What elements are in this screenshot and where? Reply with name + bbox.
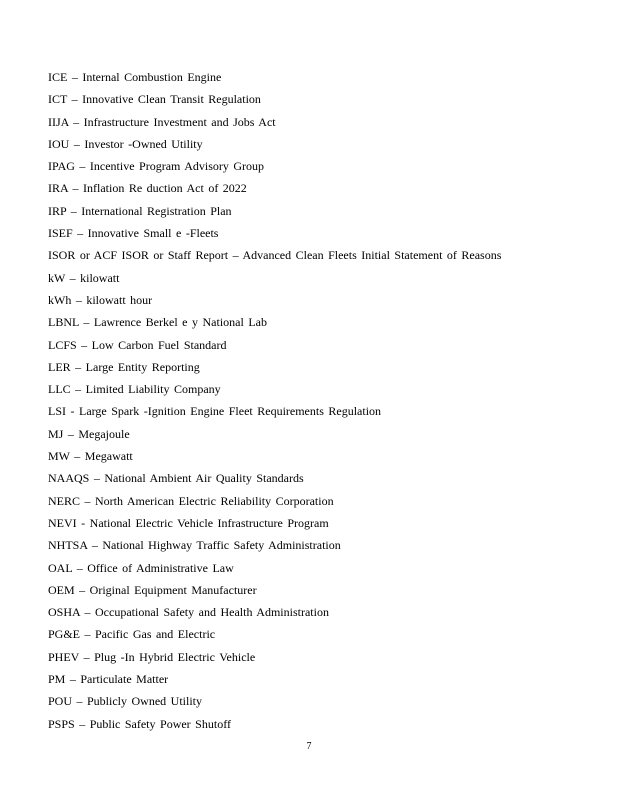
acronym-entry-pm: PM – Particulate Matter	[48, 672, 169, 687]
acronym-entry-lsi: LSI - Large Spark -Ignition Engine Fleet Requirements Regulation	[48, 404, 382, 419]
acronym-entry-llc: LLC – Limited Liability Company	[48, 382, 221, 397]
acronym-entry-kwh: kWh – kilowatt hour	[48, 292, 153, 307]
acronym-entry-nevi: NEVI - National Electric Vehicle Infrastructure Program	[48, 515, 329, 530]
acronym-entry-lcfs: LCFS – Low Carbon Fuel Standard	[48, 337, 227, 352]
acronym-list	[48, 69, 501, 738]
acronym-entry-iija: IIJA – Infrastructure Investment and Jobs Act	[48, 114, 276, 129]
acronym-entry-isef: ISEF – Innovative Small e -Fleets	[48, 226, 219, 241]
acronym-entry-naaqs: NAAQS – National Ambient Air Quality Standards	[48, 471, 304, 486]
acronym-entry-iou: IOU – Investor -Owned Utility	[48, 136, 203, 151]
acronym-entry-ice: ICE – Internal Combustion Engine	[48, 70, 222, 84]
acronym-entry-pge: PG&E – Pacific Gas and Electric	[48, 627, 216, 642]
acronym-entry-ict: ICT – Innovative Clean Transit Regulation	[48, 92, 261, 107]
acronym-entry-mw: MW – Megawatt	[48, 449, 133, 464]
acronym-entry-lbnl: LBNL – Lawrence Berkel e y National Lab	[48, 315, 267, 330]
acronym-entry-mj: MJ – Megajoule	[48, 426, 130, 441]
acronym-entry-psps: PSPS – Public Safety Power Shutoff	[48, 716, 231, 731]
acronym-entry-oal: OAL – Office of Administrative Law	[48, 560, 234, 575]
acronym-entry-nerc: NERC – North American Electric Reliability Corporation	[48, 493, 334, 508]
acronym-entry-ler: LER – Large Entity Reporting	[48, 359, 200, 374]
page-number: 7	[306, 741, 312, 752]
acronym-entry-pou: POU – Publicly Owned Utility	[48, 694, 203, 709]
acronym-entry-kw: kW – kilowatt	[48, 270, 120, 285]
acronym-entry-ira: IRA – Inflation Re duction Act of 2022	[48, 181, 247, 196]
acronym-entry-isor: ISOR or ACF ISOR or Staff Report – Advanced Clean Fleets Initial Statement of Reasons	[48, 248, 502, 263]
acronym-entry-oem: OEM – Original Equipment Manufacturer	[48, 582, 257, 597]
acronym-entry-ipag: IPAG – Incentive Program Advisory Group	[48, 159, 265, 174]
acronym-entry-phev: PHEV – Plug -In Hybrid Electric Vehicle	[48, 649, 256, 664]
acronym-entry-irp: IRP – International Registration Plan	[48, 203, 232, 218]
acronym-entry-osha: OSHA – Occupational Safety and Health Administration	[48, 605, 329, 620]
acronym-entry-nhtsa: NHTSA – National Highway Traffic Safety Administration	[48, 538, 341, 553]
